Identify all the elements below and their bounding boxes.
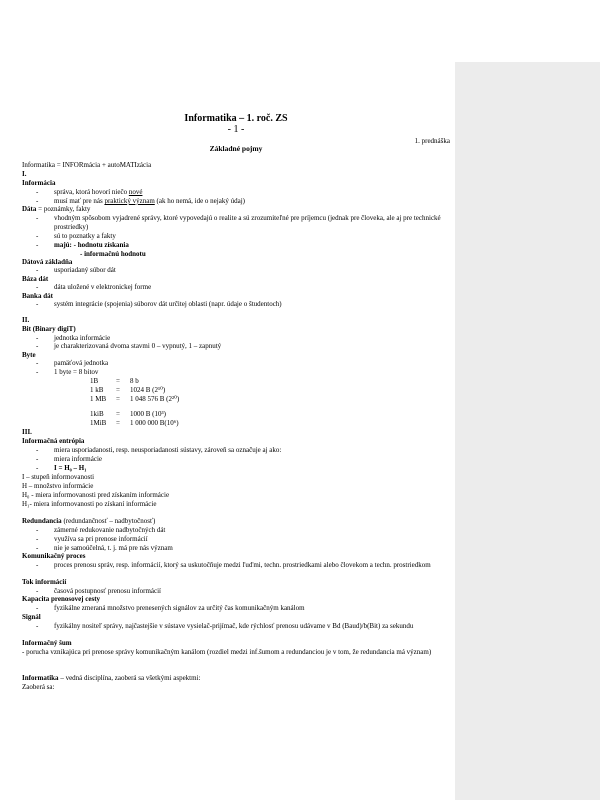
heading-baza-dat: Báza dát [22, 275, 49, 283]
roman-3: III. [22, 428, 32, 436]
heading-redundancia: Redundancia (redundančnosť – nadbytočnosť) [22, 517, 156, 525]
list-item: proces prenosu správ, resp. informácií, ktorý sa uskutočňuje medzi ľuďmi, techn. prostriedkami alebo človekom a techn. prostriedkom [54, 561, 431, 569]
roman-1: I. [22, 170, 27, 178]
conversion-row: 1B = 8 b [90, 377, 139, 385]
list-item: jednotka informácie [54, 334, 111, 342]
list-item: nie je samoúčelná, t. j. má pre nás význam [54, 544, 173, 552]
comment-margin-panel [455, 62, 600, 800]
paragraph: Zaoberá sa: [22, 683, 55, 691]
list-item: miera informácie [54, 455, 103, 463]
heading-signal: Signál [22, 613, 41, 621]
heading-datova-zakladna: Dátová základňa [22, 258, 73, 266]
intro-line: Informatika = INFORmácia + autoMATIzácia [22, 161, 152, 169]
list-item: musí mať pre nás praktický význam (ak ho nemá, ide o nejaký údaj) [54, 197, 245, 205]
list-item: majú: - hodnotu získania [54, 241, 129, 249]
section-title: Základné pojmy [209, 144, 263, 153]
list-item: vhodným spôsobom vyjadrené správy, ktoré vypovedajú o realite a sú zrozumiteľné pre príjemcu (jednak pre človeka, ale aj pre technické prostriedky) [54, 214, 441, 232]
list-item: systém integrácie (spojenia) súborov dát určitej oblasti (napr. údaje o študentoch) [54, 300, 282, 308]
list-item: sú to poznatky a fakty [54, 232, 116, 240]
list-item: zámerné redukovanie nadbytočných dát [54, 526, 166, 534]
conversion-row: 1 MB = 1 048 576 B (2²⁰) [90, 395, 180, 403]
roman-2: II. [22, 316, 30, 324]
heading-komunikacny-proces: Komunikačný proces [22, 552, 86, 560]
heading-informacia: Informácia [22, 179, 56, 187]
list-item: je charakterizovaná dvoma stavmi 0 – vypnutý, 1 – zapnutý [54, 342, 222, 350]
conversion-row: 1MiB = 1 000 000 B(10⁶) [90, 419, 179, 427]
heading-informatika: Informatika – vedná disciplína, zaoberá sa všetkými aspektmi: [22, 674, 201, 682]
heading-bit: Bit (Binary digiT) [22, 325, 76, 333]
formula: I = H₀ – H₁ [54, 464, 87, 472]
list-item: usporiadaný súbor dát [54, 266, 116, 274]
definition-line: H – množstvo informácie [22, 482, 94, 490]
definition-line: H₁- miera informovanosti po získaní informácie [22, 500, 157, 508]
page-number: - 1 - [227, 124, 245, 135]
definition-line: I – stupeň informovanosti [22, 473, 95, 481]
conversion-row: 1 kB = 1024 B (2¹⁰) [90, 386, 166, 394]
list-item: dáta uložené v elektronickej forme [54, 283, 152, 291]
heading-data: Dáta = poznámky, fakty [22, 205, 91, 213]
document-body: Informatika – 1. roč. ZS - 1 - 1. prednáška Základné pojmy Informatika = INFORmácia + autoMATIzácia I. Informácia - správa, ktorá hovorí niečo nové - musí mať pre nás praktický význam (ak ho nemá, ide o nejaký údaj) Dáta = poznámky, fakty - vhodným spôsobom vyjadrené správy, ktoré vypovedajú o realite a sú zrozumiteľné pre príjemcu (jednak pre človeka, ale aj pre technické prostriedky) - sú to poznatky a fakty - majú: - hodnotu získania - informačnú hodnotu Dátová základňa - usporiadaný súbor dát Báza dát - dáta uložené v elektronickej forme Banka dát - systém integrácie (spojenia) súborov dát určitej oblasti (napr. údaje o študentoch) II. Bit (Binary digiT) - jednotka informácie - je charakterizovaná dvoma stavmi 0 – vypnutý, 1 – zapnutý Byte - pamäťová jednotka - 1 byte = 8 bitov 1B = 8 b 1 kB = 1024 B (2¹⁰) 1 MB = 1 048 576 B (2²⁰) 1kiB = 1000 B (10³) 1MiB = 1 000 000 B(10⁶) III. Informačná entrópia - miera usporiadanosti, resp. neusporiadanosti sústavy, zároveň sa označuje aj ako: - miera informácie - I = H₀ – H₁ I – stupeň informovanosti H – množstvo informácie H₀ - miera informovanosti pred získaním informácie H₁- miera informovanosti po získaní informácie Redundancia (redundančnosť – nadbytočnosť) - zámerné redukovanie nadbytočných dát - využíva sa pri prenose informácií - nie je samoúčelná, t. j. má pre nás význam Komunikačný proces - proces prenosu správ, resp. informácií, ktorý sa uskutočňuje medzi ľuďmi, techn. prostriedkami alebo človekom a techn. prostriedkom Tok informácií - časová postupnosť prenosu informácií Kapacita prenosovej cesty - fyzikálne zmeraná množstvo prenesených signálov za určitý čas komunikačným kanálom Signál - fyzikálny nositeľ správy, najčastejšie v sústave vysielač-prijímač, kde rýchlosť prenosu udávame v Bd (Baud)/b(Bit) za sekundu Informačný šum - porucha vznikajúca pri prenose správy komunikačným kanálom (rozdiel medzi inf.šumom a redundanciou je v tom, že redundancia má význam) Informatika – vedná disciplína, zaoberá sa všetkými aspektmi: Zaoberá sa: [22, 113, 450, 691]
list-item: pamäťová jednotka [54, 359, 109, 367]
heading-kapacita: Kapacita prenosovej cesty [22, 595, 101, 603]
conversion-row: 1kiB = 1000 B (10³) [90, 410, 166, 418]
list-item: správa, ktorá hovorí niečo nové [54, 188, 143, 196]
list-item: využíva sa pri prenose informácií [54, 535, 148, 543]
document-title: Informatika – 1. roč. ZS [184, 113, 288, 124]
heading-entropia: Informačná entrópia [22, 437, 85, 445]
heading-banka-dat: Banka dát [22, 292, 53, 300]
heading-informacny-sum: Informačný šum [22, 639, 72, 647]
list-item: miera usporiadanosti, resp. neusporiadanosti sústavy, zároveň sa označuje aj ako: [54, 446, 282, 454]
list-item: fyzikálne zmeraná množstvo prenesených signálov za určitý čas komunikačným kanálom [54, 604, 305, 612]
paragraph: - porucha vznikajúca pri prenose správy komunikačným kanálom (rozdiel medzi inf.šumom a redundanciou je v tom, že redundancia má význam) [22, 648, 432, 656]
list-item: 1 byte = 8 bitov [54, 368, 99, 376]
list-item: fyzikálny nositeľ správy, najčastejšie v sústave vysielač-prijímač, kde rýchlosť prenosu udávame v Bd (Baud)/b(Bit) za sekundu [54, 622, 414, 630]
list-item: - informačnú hodnotu [80, 250, 146, 258]
definition-line: H₀ - miera informovanosti pred získaním informácie [22, 491, 170, 499]
list-item: časová postupnosť prenosu informácií [54, 587, 161, 595]
heading-tok-informacii: Tok informácií [22, 578, 67, 586]
heading-byte: Byte [22, 351, 36, 359]
lecture-label: 1. prednáška [414, 137, 450, 145]
